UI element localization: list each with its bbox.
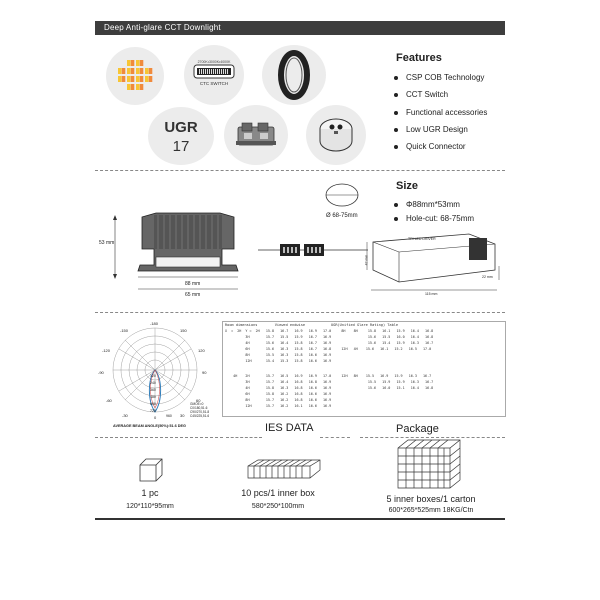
height-label: 53 mm	[99, 240, 115, 246]
feature-item: Functional accessories	[392, 105, 487, 122]
csp-cob-circle	[106, 47, 164, 105]
polar-label: -60	[106, 398, 112, 403]
ies-title-line	[226, 437, 262, 438]
table-header: Room dimensions Viewed endwise UGR(Unified Glare Rating) Table	[225, 323, 399, 327]
feature-item: Quick Connector	[392, 139, 487, 156]
polar-label: 30	[180, 413, 185, 418]
led-chip	[136, 68, 140, 74]
led-chip	[145, 76, 149, 82]
led-chip	[136, 60, 140, 66]
cct-switch-values: 2700K•3000K•4000K	[197, 60, 231, 64]
ugr-table	[222, 321, 506, 417]
led-chip	[140, 60, 144, 66]
polar-ring-label: 600	[150, 402, 156, 406]
led-chip	[122, 76, 126, 82]
legend-item: C0/180,51.6	[190, 406, 208, 410]
table-row: 4H 15.6 16.4 15.8 16.7 16.9 15.6 15.4 15.9 16.3 16.7	[225, 341, 434, 345]
led-chip-grid-icon	[106, 47, 164, 105]
led-chip	[127, 76, 131, 82]
led-chip	[118, 76, 122, 82]
single-box-icon	[136, 455, 166, 485]
package-title: Package	[396, 423, 439, 435]
trim-ring-circle	[262, 45, 326, 105]
led-chip	[131, 60, 135, 66]
driver-height-label: 22 mm	[482, 275, 493, 279]
cct-switch-label: CTC SWITCH	[199, 81, 229, 86]
led-chip	[131, 84, 135, 90]
table-row: 6H 15.8 16.2 16.8 16.6 16.9	[225, 392, 332, 396]
led-chip	[131, 76, 135, 82]
table-row: X = 2H Y = 2H 15.8 16.7 16.9 16.9 17.0 8H 8H 15.8 16.1 15.9 16.4 16.8	[225, 329, 434, 333]
quick-connector-icon	[306, 105, 366, 165]
bottom-bar	[95, 518, 505, 520]
led-chip	[140, 68, 144, 74]
accessory-circle	[224, 105, 288, 165]
led-chip	[145, 68, 149, 74]
size-item: Hole-cut: 68-75mm	[392, 212, 474, 226]
table-row: 4H 2H 15.7 16.5 16.9 16.9 17.0 12H 8H 15.5 16.9 15.9 16.3 16.7	[225, 374, 432, 378]
size-list	[392, 198, 474, 226]
table-row: 3H 15.7 16.4 16.8 16.8 16.9 15.5 15.9 15.9 16.3 16.7	[225, 380, 434, 384]
outer-width-label: 65 mm	[185, 292, 201, 298]
table-row: 12H 15.4 15.3 15.8 16.6 16.9	[225, 359, 332, 363]
package-label: 5 inner boxes/1 carton	[386, 494, 476, 504]
led-chip	[136, 76, 140, 82]
driver-brand: TRI LED DRIVER	[408, 237, 436, 241]
table-row: 12H 15.7 16.2 16.1 16.6 16.9	[225, 404, 332, 408]
page-title: Deep Anti-glare CCT Downlight	[104, 23, 221, 32]
polar-label: -150	[120, 328, 129, 333]
led-chip	[118, 68, 122, 74]
polar-label: 120	[198, 348, 205, 353]
driver-length-label: 115 mm	[425, 292, 438, 296]
divider	[95, 170, 505, 171]
package-label: 1 pc	[141, 488, 159, 498]
ugr-value: 17	[172, 138, 190, 155]
connector-cable	[258, 240, 368, 260]
features-list	[392, 70, 487, 156]
ies-data-title: IES DATA	[265, 422, 314, 434]
trim-ring-icon	[262, 45, 326, 105]
led-chip	[127, 84, 131, 90]
legend-item: GMOE=0	[190, 402, 204, 406]
divider	[95, 312, 505, 313]
led-chip	[140, 84, 144, 90]
led-chip	[127, 68, 131, 74]
polar-ring-label: 480	[150, 395, 156, 399]
hole-cut-label: Ø 68-75mm	[326, 213, 358, 219]
table-row: 4H 15.8 16.3 16.8 16.6 16.9 15.6 16.0 15.1 16.4 16.8	[225, 386, 434, 390]
ugr-circle	[148, 107, 214, 165]
feature-item: CCT Switch	[392, 87, 487, 104]
led-chip	[149, 76, 153, 82]
polar-ring-label: 240	[150, 381, 156, 385]
accessory-clip-icon	[224, 105, 288, 165]
package-dim: 580*250*100mm	[251, 503, 305, 510]
polar-label: 60	[196, 398, 201, 403]
inner-box-icon	[244, 456, 324, 486]
polar-label: -30	[122, 413, 128, 418]
downlight-dimension-drawing	[100, 205, 260, 305]
features-title: Features	[396, 52, 442, 64]
led-chip	[127, 60, 131, 66]
table-row: 8H 15.7 16.2 16.8 16.6 16.9	[225, 398, 332, 402]
ies-title-line	[320, 437, 350, 438]
size-title: Size	[396, 180, 419, 192]
legend-item: C45/225,51.6	[190, 414, 210, 418]
polar-label: 0	[154, 415, 157, 420]
table-row: 8H 15.5 16.3 15.8 16.6 16.9	[225, 353, 332, 357]
feature-item: Low UGR Design	[392, 122, 487, 139]
beam-angle-label: AVERAGE BEAM ANGLE(50%):51.6 DEG	[113, 424, 186, 428]
package-dim: 120*110*95mm	[126, 503, 174, 510]
led-chip	[131, 68, 135, 74]
hole-cut-icon	[324, 182, 360, 212]
polar-ring-label: 720	[150, 409, 156, 413]
size-item: Φ88mm*53mm	[392, 198, 474, 212]
polar-ring-label: 360	[150, 388, 156, 392]
connector-circle	[306, 105, 366, 165]
led-chip	[136, 84, 140, 90]
polar-label: -180	[150, 321, 159, 326]
ugr-label: UGR	[164, 119, 198, 136]
legend-item: C90/270,51.8	[190, 410, 210, 414]
package-label: 10 pcs/1 inner box	[241, 488, 315, 498]
led-chip	[140, 76, 144, 82]
cct-switch-icon	[184, 45, 244, 105]
polar-label: -90	[98, 370, 104, 375]
carton-icon	[394, 436, 464, 492]
polar-label: 150	[180, 328, 187, 333]
inner-width-label: 88 mm	[185, 281, 201, 287]
package-dim: 600*265*525mm 18KG/Ctn	[388, 507, 474, 514]
table-row: 6H 15.6 16.3 15.8 16.7 16.8 12H 4H 15.6 16.1 15.2 16.5 17.0	[225, 347, 432, 351]
polar-legend	[190, 402, 209, 418]
feature-item: CSP COB Technology	[392, 70, 487, 87]
polar-ring-label: 960	[166, 414, 172, 418]
cct-switch-circle	[184, 45, 244, 105]
table-row: 3H 15.7 15.5 15.9 16.7 16.9 15.6 15.5 16.0 16.4 16.8	[225, 335, 434, 339]
driver-width-label: 47 mm	[364, 254, 369, 266]
polar-ring-label: 120	[150, 374, 156, 378]
led-chip	[122, 68, 126, 74]
polar-label: -120	[102, 348, 111, 353]
divider	[95, 437, 223, 438]
polar-label: 90	[202, 370, 207, 375]
led-chip	[149, 68, 153, 74]
